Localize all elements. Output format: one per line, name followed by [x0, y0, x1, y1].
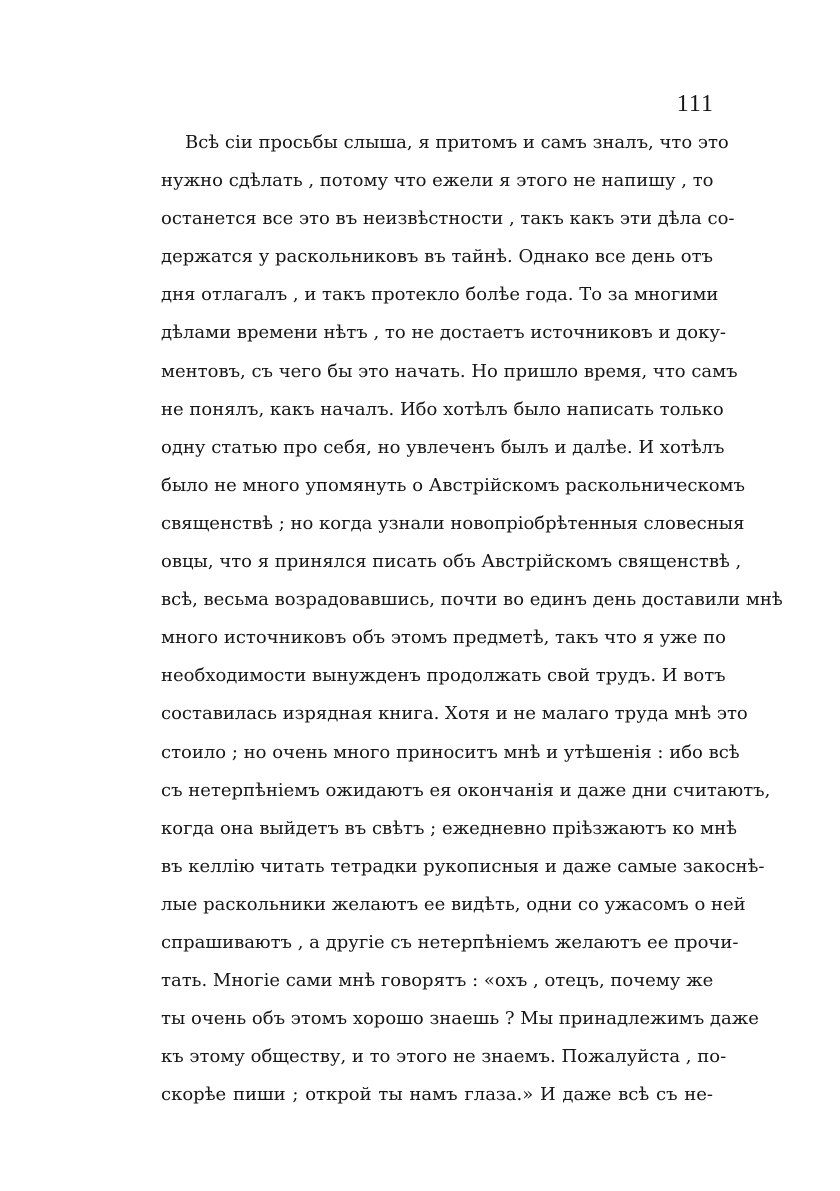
- text-line: лые раскольники желаютъ ее видѣть, одни со ужасомъ о ней: [161, 893, 746, 915]
- text-line: къ этому обществу, и то этого не знаемъ. Пожалуйста , по-: [161, 1046, 727, 1068]
- text-line: одну статью про себя, но увлеченъ былъ и далѣе. И хотѣлъ: [161, 436, 725, 458]
- text-line: дѣлами времени нѣтъ , то не достаетъ источниковъ и доку-: [161, 322, 727, 344]
- text-line: ментовъ, съ чего бы это начать. Но пришло время, что самъ: [161, 360, 738, 382]
- text-line: необходимости вынужденъ продолжать свой трудъ. И вотъ: [161, 665, 726, 687]
- text-line: всѣ, весьма возрадовавшись, почти во единъ день доставили мнѣ: [161, 589, 783, 611]
- text-line: держатся у раскольниковъ въ тайнѣ. Однако все день отъ: [161, 246, 713, 268]
- text-line: не понялъ, какъ началъ. Ибо хотѣлъ было написать только: [161, 398, 724, 420]
- text-line: когда она выйдетъ въ свѣтъ ; ежедневно пріѣзжаютъ ко мнѣ: [161, 817, 737, 839]
- text-line: было не много упомянуть о Австрійскомъ раскольническомъ: [161, 474, 746, 496]
- text-line: стоило ; но очень много приноситъ мнѣ и утѣшенія : ибо всѣ: [161, 741, 740, 763]
- text-line: ты очень объ этомъ хорошо знаешь ? Мы принадлежимъ даже: [161, 1008, 759, 1030]
- text-line: составилась изрядная книга. Хотя и не малаго труда мнѣ это: [161, 703, 748, 725]
- text-line: тать. Многіе сами мнѣ говорятъ : «охъ , отецъ, почему же: [161, 970, 714, 992]
- text-line: скорѣе пиши ; открой ты намъ глаза.» И даже всѣ съ не-: [161, 1084, 713, 1106]
- text-line: много источниковъ объ этомъ предметѣ, такъ что я уже по: [161, 627, 727, 649]
- text-line: дня отлагалъ , и такъ протекло болѣе года. То за многими: [161, 284, 719, 306]
- text-line: священствѣ ; но когда узнали новопріобрѣтенныя словесныя: [161, 512, 745, 534]
- page-number: 111: [676, 91, 714, 117]
- text-line: спрашиваютъ , а другіе съ нетерпѣніемъ желаютъ ее прочи-: [161, 931, 739, 953]
- text-line: въ келлію читать тетрадки рукописныя и даже самые закоснѣ-: [161, 855, 765, 877]
- text-line: овцы, что я принялся писать объ Австрійскомъ священствѣ ,: [161, 551, 742, 573]
- body-text: [161, 124, 783, 1114]
- text-line: съ нетерпѣніемъ ожидаютъ ея окончанія и даже дни считаютъ,: [161, 779, 771, 801]
- text-line: останется все это въ неизвѣстности , такъ какъ эти дѣла со-: [161, 208, 735, 230]
- text-line: нужно сдѣлать , потому что ежели я этого не напишу , то: [161, 170, 714, 192]
- text-line: Всѣ сіи просьбы слыша, я притомъ и самъ зналъ, что это: [185, 132, 729, 153]
